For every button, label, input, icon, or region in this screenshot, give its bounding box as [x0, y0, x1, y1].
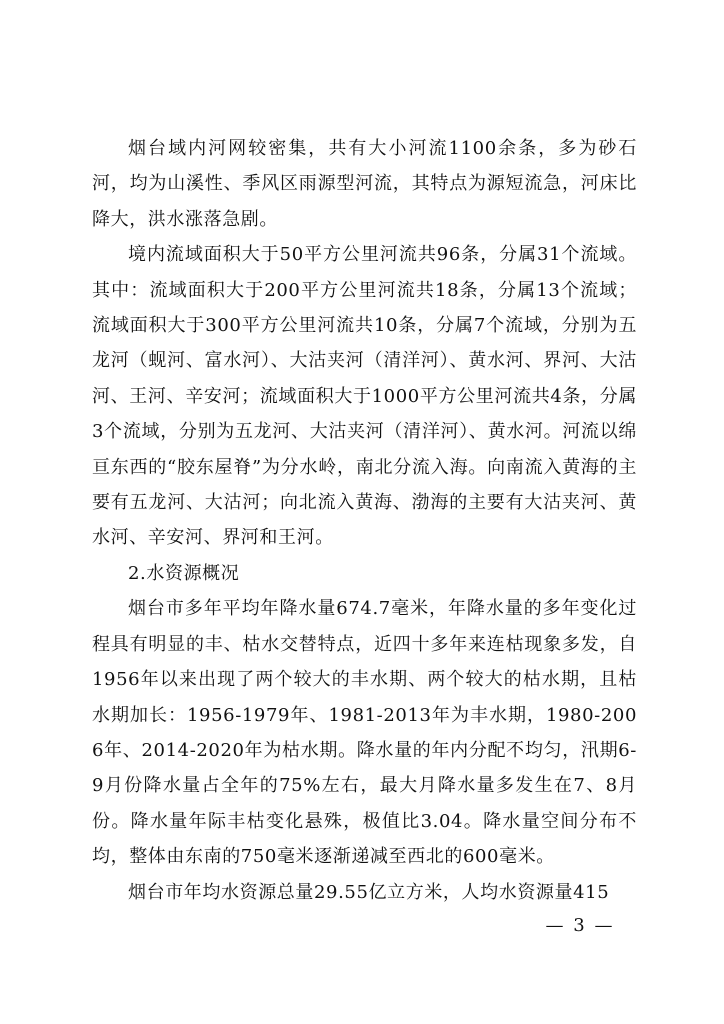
section-heading-water-resources: 2.水资源概况 [128, 562, 240, 584]
paragraph-water-resources: 烟台市年均水资源总量29.55亿立方米，人均水资源量415 [128, 881, 610, 903]
page-number: — 3 — [545, 915, 615, 936]
body-text [92, 131, 637, 910]
paragraph-precipitation: 烟台市多年平均年降水量674.7毫米，年降水量的多年变化过程具有明显的丰、枯水交替特点，近四十多年来连枯现象多发，自1956年以来出现了两个较大的丰水期、两个较大的枯水期，且枯水期加长：1956-1979年、1981-2013年为丰水期，1980-2006年、2014-2020年为枯水期。降水量的年内分配不均匀，汛期6-9月份降水量占全年的75%左右，最大月降水量多发生在7、8月份。降水量年际丰枯变化悬殊，极值比3.04。降水量空间分布不均，整体由东南的750毫米逐渐递减至西北的600毫米。 [92, 598, 637, 868]
paragraph-rivers-overview: 烟台域内河网较密集，共有大小河流1100余条，多为砂石河，均为山溪性、季风区雨源型河流，其特点为源短流急，河床比降大，洪水涨落急剧。 [92, 138, 637, 230]
paragraph-river-basins: 境内流域面积大于50平方公里河流共96条，分属31个流域。其中：流域面积大于200平方公里河流共18条，分属13个流域；流域面积大于300平方公里河流共10条，分属7个流域，分别为五龙河（蚬河、富水河）、大沽夹河（清洋河）、黄水河、界河、大沽河、王河、辛安河；流域面积大于1000平方公里河流共4条，分属3个流域，分别为五龙河、大沽夹河（清洋河）、黄水河。河流以绵亘东西的“胶东屋脊”为分水岭，南北分流入海。向南流入黄海的主要有五龙河、大沽河；向北流入黄海、渤海的主要有大沽夹河、黄水河、辛安河、界河和王河。 [92, 244, 637, 549]
